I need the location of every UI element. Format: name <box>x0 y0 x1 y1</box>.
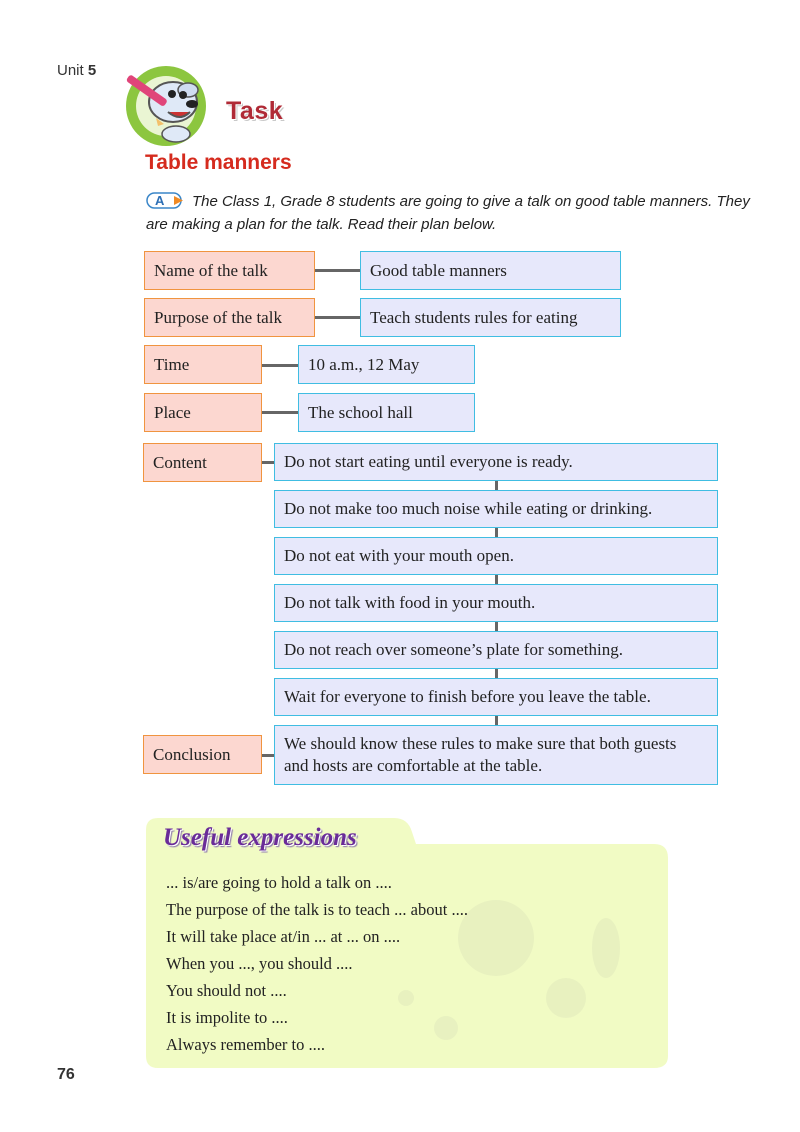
conclusion-value: We should know these rules to make sure that both guests and hosts are comfortable at the table. <box>274 725 718 785</box>
connector <box>315 269 360 272</box>
task-title: Task <box>226 97 284 125</box>
useful-expressions-list <box>166 869 468 1058</box>
expression-item: Always remember to .... <box>166 1035 325 1054</box>
content-item: Do not start eating until everyone is ready. <box>274 443 718 481</box>
content-item: Do not make too much noise while eating or drinking. <box>274 490 718 528</box>
page-number: 76 <box>57 1066 75 1083</box>
expression-item: It is impolite to .... <box>166 1008 288 1027</box>
content-item: Do not eat with your mouth open. <box>274 537 718 575</box>
expression-item: When you ..., you should .... <box>166 954 353 973</box>
badge-letter: A <box>155 193 165 208</box>
purpose-value: Teach students rules for eating <box>360 298 621 337</box>
conclusion-label: Conclusion <box>143 735 262 774</box>
connector <box>262 364 298 367</box>
content-item: Do not talk with food in your mouth. <box>274 584 718 622</box>
purpose-label: Purpose of the talk <box>144 298 315 337</box>
expression-item: It will take place at/in ... at ... on .... <box>166 927 401 946</box>
place-label: Place <box>144 393 262 432</box>
expression-item: You should not .... <box>166 981 287 1000</box>
content-item: Do not reach over someone’s plate for something. <box>274 631 718 669</box>
unit-label: Unit 5 <box>57 62 97 79</box>
useful-expressions-title: Useful expressions <box>163 824 357 851</box>
time-label: Time <box>144 345 262 384</box>
intro-paragraph <box>146 190 766 236</box>
activity-a-badge-icon <box>146 192 186 209</box>
name-of-talk-value: Good table manners <box>360 251 621 290</box>
expression-item: The purpose of the talk is to teach ... about .... <box>166 900 468 919</box>
name-of-talk-label: Name of the talk <box>144 251 315 290</box>
dog-mascot-icon <box>118 64 230 150</box>
place-value: The school hall <box>298 393 475 432</box>
expression-item: ... is/are going to hold a talk on .... <box>166 873 392 892</box>
connector <box>262 411 298 414</box>
content-label: Content <box>143 443 262 482</box>
content-item: Wait for everyone to finish before you leave the table. <box>274 678 718 716</box>
connector <box>315 316 360 319</box>
section-title: Table manners <box>145 151 292 174</box>
time-value: 10 a.m., 12 May <box>298 345 475 384</box>
intro-text: The Class 1, Grade 8 students are going to give a talk on good table manners. They are making a plan for the talk. Read their plan below. <box>146 193 750 233</box>
